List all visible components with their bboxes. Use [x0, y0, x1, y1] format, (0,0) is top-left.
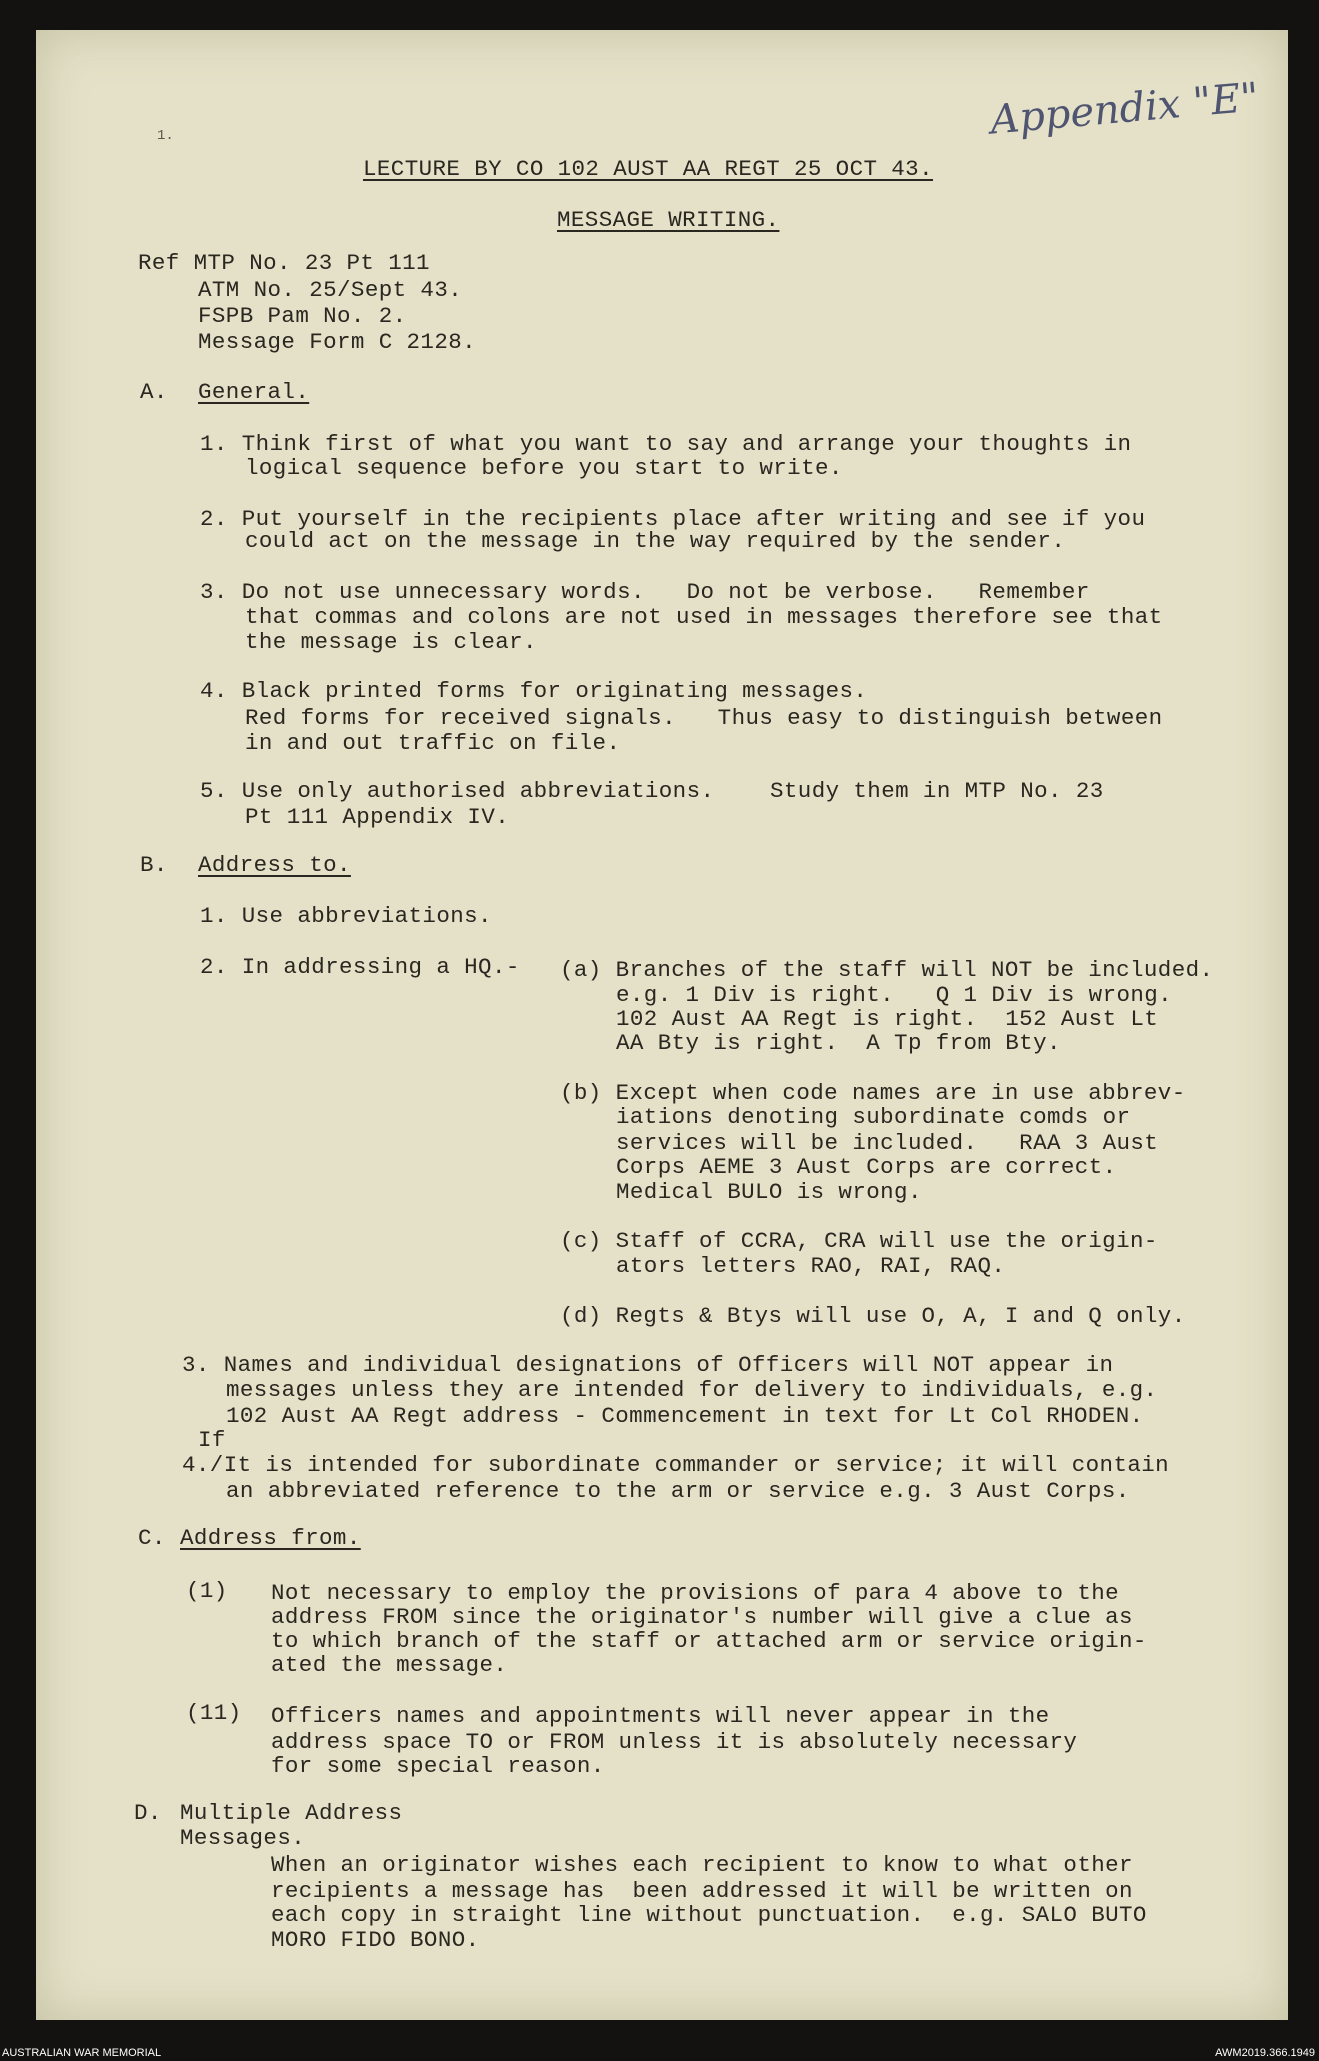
- b1-line: 1. Use abbreviations.: [200, 903, 492, 929]
- section-b-heading: Address to.: [198, 852, 351, 878]
- d-line-2: recipients a message has been addressed it will be written on: [271, 1878, 1133, 1904]
- section-d-heading: Multiple Address: [180, 1800, 403, 1826]
- a1-line-2: logical sequence before you start to write.: [245, 455, 843, 481]
- doc-subtitle: MESSAGE WRITING.: [557, 207, 780, 233]
- c2-line-3: for some special reason.: [271, 1753, 605, 1779]
- c1-num: (1): [186, 1578, 228, 1604]
- a2-line-1: 2. Put yourself in the recipients place after writing and see if you: [200, 506, 1146, 532]
- c2-line-2: address space TO or FROM unless it is absolutely necessary: [271, 1729, 1078, 1755]
- a3-line-2: that commas and colons are not used in messages therefore see that: [245, 604, 1163, 630]
- b2c-line-2: ators letters RAO, RAI, RAQ.: [616, 1253, 1006, 1279]
- ref-line-2: ATM No. 25/Sept 43.: [198, 277, 463, 303]
- d-line-4: MORO FIDO BONO.: [271, 1927, 480, 1953]
- b2a-line-2: e.g. 1 Div is right. Q 1 Div is wrong.: [616, 982, 1173, 1008]
- b2b-line-5: Medical BULO is wrong.: [616, 1179, 922, 1205]
- c1-line-3: to which branch of the staff or attached arm or service origin-: [271, 1628, 1147, 1654]
- a4-line-3: in and out traffic on file.: [245, 730, 621, 756]
- b3-line-3: 102 Aust AA Regt address - Commencement in text for Lt Col RHODEN.: [226, 1403, 1144, 1429]
- b2a-line-4: AA Bty is right. A Tp from Bty.: [616, 1030, 1061, 1056]
- a4-line-2: Red forms for received signals. Thus easy to distinguish between: [245, 705, 1163, 731]
- doc-title: LECTURE BY CO 102 AUST AA REGT 25 OCT 43.: [363, 156, 933, 182]
- footer-right: AWM2019.366.1949: [1215, 2047, 1315, 2059]
- section-b-letter: B.: [140, 852, 168, 878]
- c2-line-1: Officers names and appointments will never appear in the: [271, 1703, 1050, 1729]
- a1-line-1: 1. Think first of what you want to say and arrange your thoughts in: [200, 431, 1132, 457]
- ref-line-3: FSPB Pam No. 2.: [198, 303, 407, 329]
- section-a-letter: A.: [140, 379, 168, 405]
- b3-line-2: messages unless they are intended for delivery to individuals, e.g.: [226, 1377, 1158, 1403]
- b2b-line-4: Corps AEME 3 Aust Corps are correct.: [616, 1154, 1117, 1180]
- b2a-line-1: (a) Branches of the staff will NOT be included.: [560, 957, 1214, 983]
- d-line-3: each copy in straight line without punctuation. e.g. SALO BUTO: [271, 1902, 1147, 1928]
- b3-line-1: 3. Names and individual designations of Officers will NOT appear in: [182, 1352, 1114, 1378]
- b2c-line-1: (c) Staff of CCRA, CRA will use the origin-: [560, 1228, 1158, 1254]
- b4-line-1: 4./It is intended for subordinate commander or service; it will contain: [182, 1452, 1170, 1478]
- b4-insert: If: [198, 1427, 226, 1453]
- b2-intro: 2. In addressing a HQ.-: [200, 954, 520, 980]
- c1-line-4: ated the message.: [271, 1652, 508, 1678]
- a2-line-2: could act on the message in the way required by the sender.: [245, 528, 1066, 554]
- a4-line-1: 4. Black printed forms for originating messages.: [200, 678, 868, 704]
- section-a-heading: General.: [198, 379, 310, 405]
- c2-num: (11): [186, 1700, 242, 1726]
- ref-line-1: Ref MTP No. 23 Pt 111: [138, 250, 430, 276]
- footer-left: AUSTRALIAN WAR MEMORIAL: [2, 2047, 162, 2059]
- c1-line-2: address FROM since the originator's number will give a clue as: [271, 1604, 1133, 1630]
- a5-line-1: 5. Use only authorised abbreviations. Study them in MTP No. 23: [200, 778, 1104, 804]
- ref-line-4: Message Form C 2128.: [198, 329, 477, 355]
- margin-mark: 1.: [157, 128, 174, 144]
- b2b-line-2: iations denoting subordinate comds or: [616, 1104, 1131, 1130]
- b2b-line-1: (b) Except when code names are in use abbrev-: [560, 1080, 1186, 1106]
- a3-line-1: 3. Do not use unnecessary words. Do not be verbose. Remember: [200, 579, 1090, 605]
- section-d-heading-2: Messages.: [180, 1825, 306, 1851]
- handwritten-annotation: Appendix "E": [988, 74, 1261, 144]
- b2a-line-3: 102 Aust AA Regt is right. 152 Aust Lt: [616, 1006, 1159, 1032]
- section-c-heading: Address from.: [180, 1525, 361, 1551]
- section-d-letter: D.: [134, 1800, 162, 1826]
- a5-line-2: Pt 111 Appendix IV.: [245, 804, 510, 830]
- b4-line-2: an abbreviated reference to the arm or service e.g. 3 Aust Corps.: [226, 1478, 1130, 1504]
- c1-line-1: Not necessary to employ the provisions of para 4 above to the: [271, 1580, 1120, 1606]
- b2b-line-3: services will be included. RAA 3 Aust: [616, 1130, 1159, 1156]
- section-c-letter: C.: [138, 1525, 166, 1551]
- b2d-line-1: (d) Regts & Btys will use O, A, I and Q only.: [560, 1303, 1186, 1329]
- a3-line-3: the message is clear.: [245, 629, 537, 655]
- d-line-1: When an originator wishes each recipient to know to what other: [271, 1852, 1133, 1878]
